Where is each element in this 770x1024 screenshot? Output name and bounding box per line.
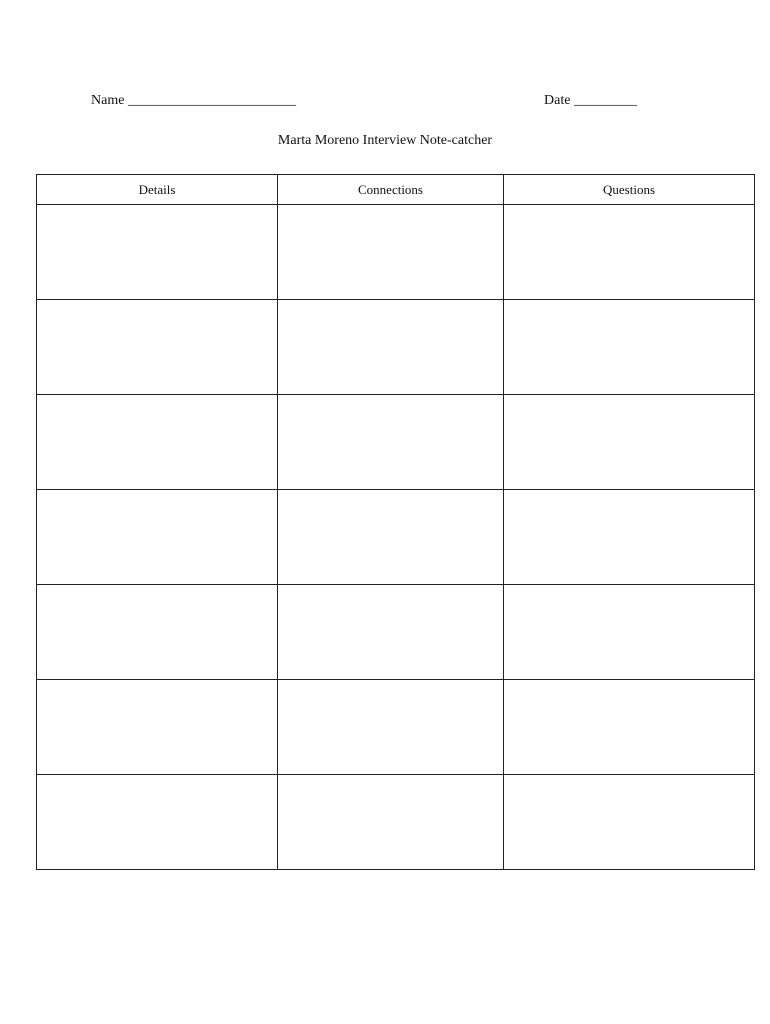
questions-cell[interactable]	[504, 300, 755, 395]
connections-cell[interactable]	[278, 680, 504, 775]
column-header-details: Details	[37, 175, 278, 205]
table-header-row	[37, 175, 755, 205]
note-catcher-table	[36, 174, 755, 870]
connections-cell[interactable]	[278, 205, 504, 300]
connections-cell[interactable]	[278, 585, 504, 680]
questions-cell[interactable]	[504, 680, 755, 775]
date-field[interactable]	[544, 93, 637, 109]
name-blank[interactable]: ________________________	[127, 93, 296, 108]
column-header-questions: Questions	[504, 175, 755, 205]
details-cell[interactable]	[37, 300, 278, 395]
date-label: Date	[544, 93, 571, 108]
connections-cell[interactable]	[278, 395, 504, 490]
questions-cell[interactable]	[504, 585, 755, 680]
questions-cell[interactable]	[504, 395, 755, 490]
questions-cell[interactable]	[504, 490, 755, 585]
page-title: Marta Moreno Interview Note-catcher	[277, 133, 493, 148]
name-label: Name	[91, 93, 125, 108]
table-row	[37, 775, 755, 870]
name-field[interactable]	[91, 93, 296, 109]
details-cell[interactable]	[37, 490, 278, 585]
details-cell[interactable]	[37, 680, 278, 775]
questions-cell[interactable]	[504, 775, 755, 870]
table-row	[37, 300, 755, 395]
questions-cell[interactable]	[504, 205, 755, 300]
connections-cell[interactable]	[278, 490, 504, 585]
connections-cell[interactable]	[278, 775, 504, 870]
details-cell[interactable]	[37, 205, 278, 300]
table-row	[37, 205, 755, 300]
table-row	[37, 680, 755, 775]
connections-cell[interactable]	[278, 300, 504, 395]
table-row	[37, 585, 755, 680]
table-row	[37, 490, 755, 585]
table-row	[37, 395, 755, 490]
details-cell[interactable]	[37, 585, 278, 680]
column-header-connections: Connections	[278, 175, 504, 205]
date-blank[interactable]: _________	[573, 93, 637, 108]
details-cell[interactable]	[37, 775, 278, 870]
details-cell[interactable]	[37, 395, 278, 490]
